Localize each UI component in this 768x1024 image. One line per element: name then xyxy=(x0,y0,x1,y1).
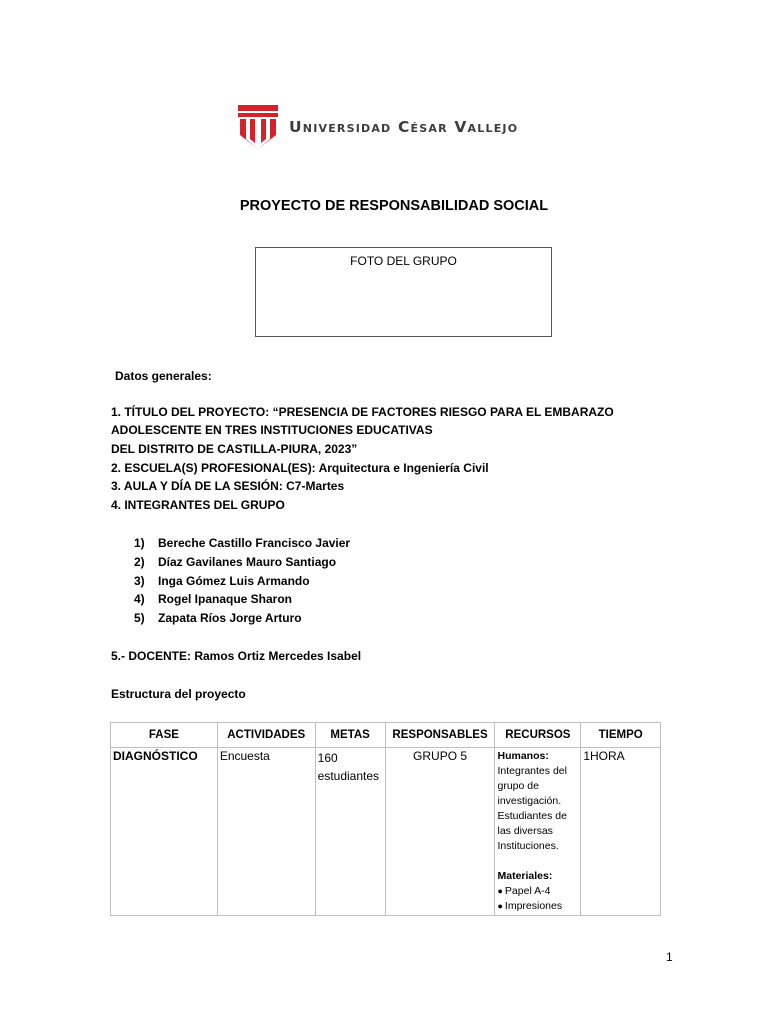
member-name: Zapata Ríos Jorge Arturo xyxy=(158,611,302,625)
member-number: 2) xyxy=(134,555,145,569)
resources-human-label: Humanos: xyxy=(497,750,549,762)
photo-label: FOTO DEL GRUPO xyxy=(350,254,457,268)
professional-schools: 2. ESCUELA(S) PROFESIONAL(ES): Arquitectura e Ingeniería Civil xyxy=(111,461,489,475)
group-photo-placeholder xyxy=(255,247,552,337)
university-name: Universidad César Vallejo xyxy=(289,118,519,136)
column-header-actividades: ACTIVIDADES xyxy=(217,723,315,748)
cell-tiempo: 1HORA xyxy=(581,748,661,916)
member-name: Rogel Ipanaque Sharon xyxy=(158,592,293,606)
general-data-label: Datos generales: xyxy=(115,369,212,383)
project-structure-table xyxy=(110,722,661,916)
resources-material-item: ● Impresiones xyxy=(497,899,578,914)
cell-actividades: Encuesta xyxy=(217,748,315,916)
cell-responsables: GRUPO 5 xyxy=(385,748,495,916)
cell-metas: 160 estudiantes xyxy=(315,748,385,916)
member-item xyxy=(134,555,336,569)
column-header-metas: METAS xyxy=(315,723,385,748)
member-name: Bereche Castillo Francisco Javier xyxy=(158,536,351,550)
member-name: Inga Gómez Luis Armando xyxy=(158,574,310,588)
member-number: 3) xyxy=(134,574,145,588)
member-name: Díaz Gavilanes Mauro Santiago xyxy=(158,555,337,569)
member-item xyxy=(134,611,302,625)
project-title-line-3: DEL DISTRITO DE CASTILLA-PIURA, 2023” xyxy=(111,442,358,456)
member-item xyxy=(134,536,350,550)
table-row xyxy=(111,748,661,916)
teacher: 5.- DOCENTE: Ramos Ortiz Mercedes Isabel xyxy=(111,649,362,663)
university-shield-icon xyxy=(237,103,279,151)
document-title: PROYECTO DE RESPONSABILIDAD SOCIAL xyxy=(239,198,549,214)
table-header-row xyxy=(111,723,661,748)
member-number: 1) xyxy=(134,536,145,550)
column-header-fase: FASE xyxy=(111,723,218,748)
member-item xyxy=(134,574,310,588)
members-heading: 4. INTEGRANTES DEL GRUPO xyxy=(111,498,285,512)
cell-recursos xyxy=(495,748,581,916)
column-header-responsables: RESPONSABLES xyxy=(385,723,495,748)
page-number: 1 xyxy=(666,950,673,964)
university-logo xyxy=(237,103,518,151)
resources-material-item: ● Papel A-4 xyxy=(497,884,578,899)
member-number: 5) xyxy=(134,611,145,625)
project-title-line-1: 1. TÍTULO DEL PROYECTO: “PRESENCIA DE FACTORES RIESGO PARA EL EMBARAZO xyxy=(111,405,614,419)
structure-label: Estructura del proyecto xyxy=(111,687,246,701)
member-number: 4) xyxy=(134,592,145,606)
column-header-tiempo: TIEMPO xyxy=(581,723,661,748)
resources-human-text: Integrantes del grupo de investigación. Estudiantes de las diversas Instituciones. xyxy=(497,765,567,852)
classroom-session: 3. AULA Y DÍA DE LA SESIÓN: C7-Martes xyxy=(111,479,345,493)
cell-fase: DIAGNÓSTICO xyxy=(111,748,218,916)
column-header-recursos: RECURSOS xyxy=(495,723,581,748)
project-title-line-2: ADOLESCENTE EN TRES INSTITUCIONES EDUCATIVAS xyxy=(111,423,433,437)
member-item xyxy=(134,592,292,606)
resources-materials-label: Materiales: xyxy=(497,870,553,882)
